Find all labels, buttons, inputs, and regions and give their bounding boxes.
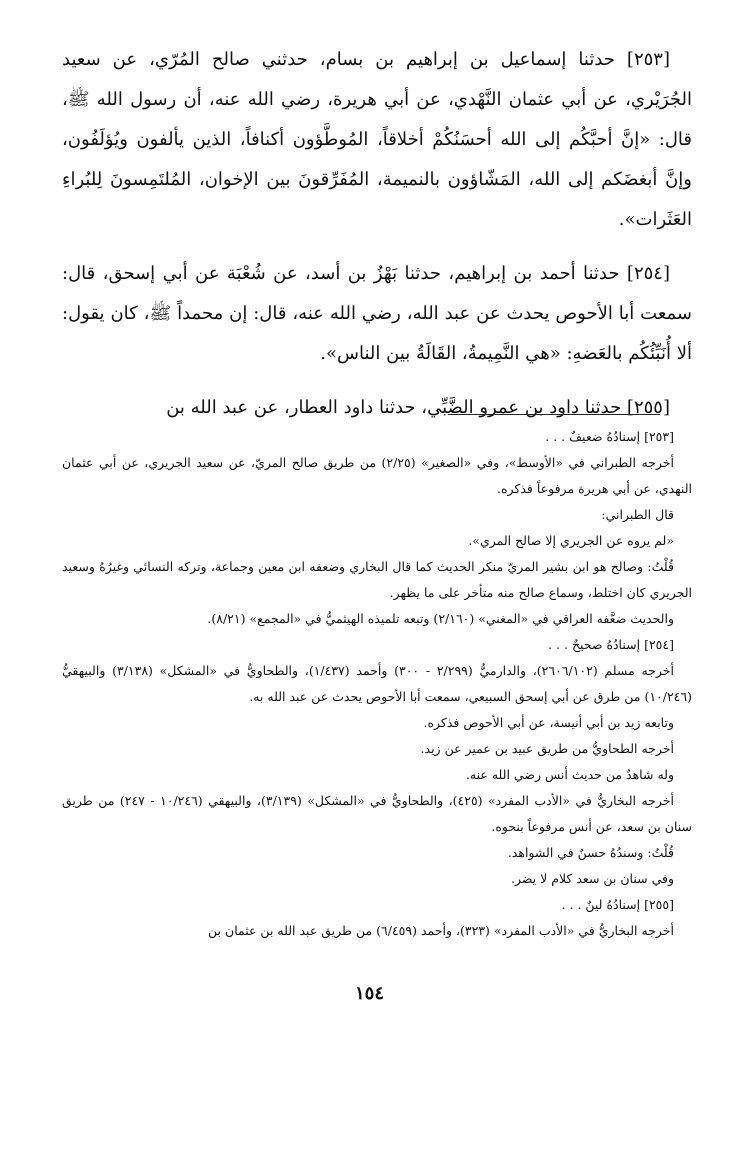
footnote-line: أخرجه الطحاويُّ من طريق عبيد بن عمير عن زيد. xyxy=(420,741,674,756)
footnote-line: والحديث ضعَّفه العراقي في «المغني» (٢/١٦٠) وتبعه تلميذه الهيثميُّ في «المجمع» (٨/٢١). xyxy=(207,611,674,626)
footnote-line: وتابعه زيد بن أبي أنيسة، عن أبي الأحوص فذكره. xyxy=(423,715,674,730)
footnote-line: وله شاهدٌ من حديث أنس رضي الله عنه. xyxy=(465,767,674,782)
footnotes xyxy=(62,424,692,944)
footnote-line: أخرجه البخاريُّ في «الأدب المفرد» (٤٢٥)، والطحاويُّ في «المشكل» (٣/١٣٩)، والبيهقي (١٠/٢٤٦ - ٢٤٧) من طريق سنان بن سعد، عن أنس مرفوعاً بنحوه. xyxy=(62,793,692,834)
footnote-line: [٢٥٣] إسنادُهُ ضعيفٌ . . . xyxy=(545,429,674,444)
footnote-line: قُلْتُ: وصالح هو ابن بشير المريّ منكر الحديث كما قال البخاري وضعفه ابن معين وجماعة، وتركه النسائي وغيرُهُ وسعيد الجريري كان اختلط، وسماع صالح منه متأخر على ما يظهر. xyxy=(62,559,692,600)
footnote-line: قال الطبراني: xyxy=(601,507,674,522)
footnote-line: أخرجه البخاريُّ في «الأدب المفرد» (٣٢٣)، وأحمد (٦/٤٥٩) من طريق عبد الله بن عثمان بن xyxy=(208,923,674,938)
footnote-line: أخرجه مسلم (٢٦٠٦/١٠٢)، والدارميُّ (٢/٢٩٩ - ٣٠٠) وأحمد (١/٤٣٧)، والطحاويُّ في «المشكل» (٣/١٣٨) والبيهقيُّ (١٠/٢٤٦) من طرق عن أبي إسحق السبيعي، سمعت أبا الأحوص يحدث عن عبد الله به. xyxy=(62,663,692,704)
footnote-line: «لم يروه عن الجريري إلا صالح المري». xyxy=(468,533,674,548)
footnote-line: [٢٥٥] إسنادُهُ لينٌ . . . xyxy=(561,897,674,912)
footnote-separator xyxy=(448,414,660,415)
hadith-254: [٢٥٤] حدثنا أحمد بن إبراهيم، حدثنا بَهْزُ بن أسد، عن شُعْبَة عن أبي إسحق، قال: سمعت أبا الأحوص يحدث عن عبد الله، رضي الله عنه، قال: إن محمداً ﷺ، كان يقول: ألا أُنَبِّئُكُم بالعَضهِ: «هي النَّمِيمةُ، القَالَةُ بين الناس». xyxy=(62,263,692,364)
footnote-line: أخرجه الطبراني في «الأوسط»، وفي «الصغير» (٢/٢٥) من طريق صالح المريّ، عن سعيد الجريري، عن أبي عثمان النهدي، عن أبي هريرة مرفوعاً فذكره. xyxy=(62,455,692,496)
main-text xyxy=(62,40,692,442)
hadith-255: [٢٥٥] حدثنا داود بن عمرو الضَّبِّي، حدثنا داود العطار، عن عبد الله بن xyxy=(166,397,670,418)
footnote-line: وفي سنان بن سعد كلام لا يضر. xyxy=(510,871,674,886)
footnote-line: قُلْتُ: وسندُهُ حسنٌ في الشواهد. xyxy=(507,845,674,860)
footnote-line: [٢٥٤] إسنادُهُ صحيحٌ . . . xyxy=(548,637,674,652)
hadith-253: [٢٥٣] حدثنا إسماعيل بن إبراهيم بن بسام، حدثني صالح المُرّي، عن سعيد الجُرَيْري، عن أبي عثمان النَّهْدي، عن أبي هريرة، رضي الله عنه، أن رسول الله ﷺ، قال: «إنَّ أحبَّكُم إلى الله أحسَنُكُمْ أخلاقاً، المُوطَّؤون أكنافاً، الذين يألفون ويُؤلَفُون، وإنَّ أبغضَكم إلى الله، المَشّاؤون بالنميمة، المُفَرِّقونَ بين الإخوان، المُلتَمِسونَ لِلبُراءِ العَثَرات». xyxy=(62,49,692,230)
page-number: ١٥٤ xyxy=(354,983,384,1004)
